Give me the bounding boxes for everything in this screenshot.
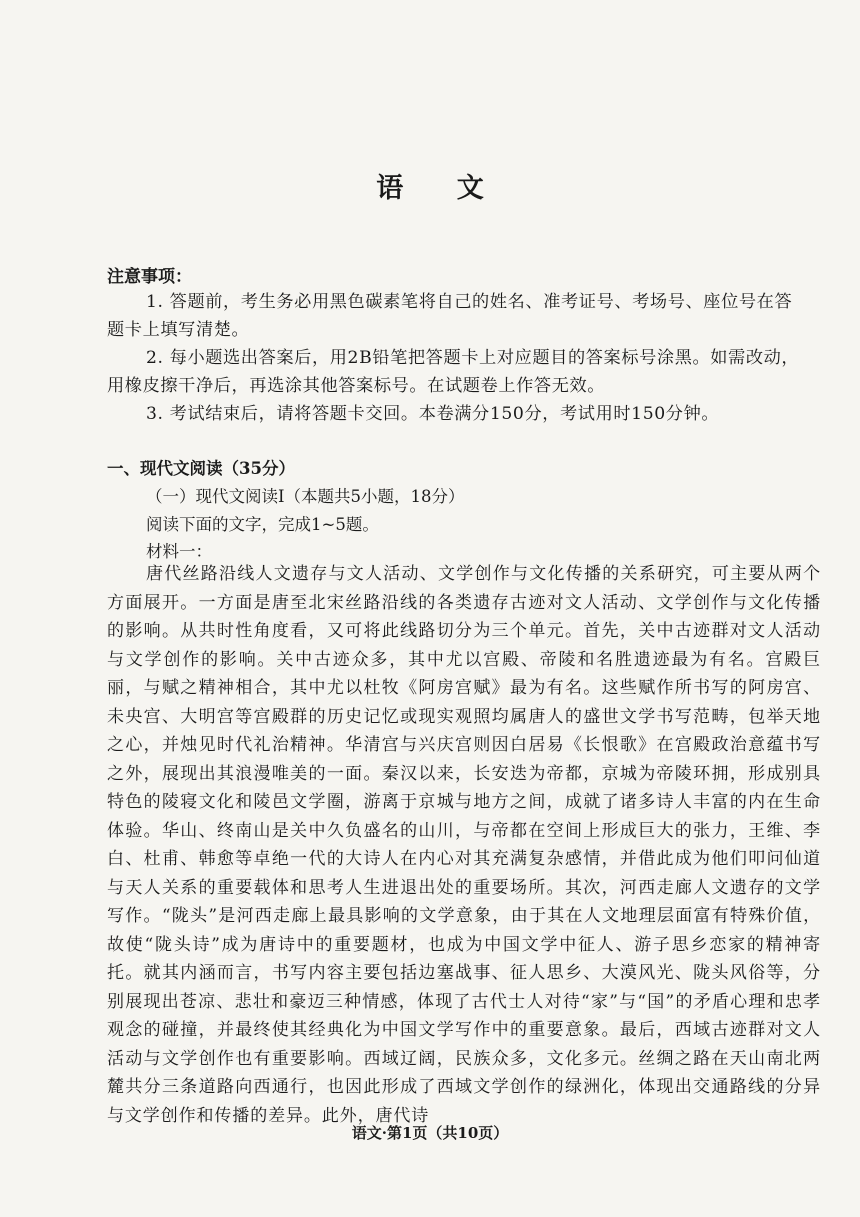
page-footer: 语文·第1页（共10页） <box>351 1124 509 1142</box>
material-label: 材料一： <box>146 542 212 561</box>
reading-passage: 唐代丝路沿线人文遗存与文人活动、文学创作与文化传播的关系研究，可主要从两个方面展开。一方面是唐至北宋丝路沿线的各类遗存古迹对文人活动、文学创作与文化传播的影响。从共时性角度看，又可将此线路切分为三个单元。首先，关中古迹群对文人活动与文学创作的影响。关中古迹众多，其中尤以宫殿、帝陵和名胜遗迹最为有名。宫殿巨丽，与赋之精神相合，其中尤以杜牧《阿房宫赋》最为有名。这些赋作所书写的阿房宫、未央宫、大明宫等宫殿群的历史记忆或现实观照均属唐人的盛世文学书写范畴，包举天地之心，并烛见时代礼治精神。华清宫与兴庆宫则因白居易《长恨歌》在宫殿政治意蕴书写之外，展现出其浪漫唯美的一面。秦汉以来，长安迭为帝都，京城为帝陵环拥，形成别具特色的陵寝文化和陵邑文学圈，游离于京城与地方之间，成就了诸多诗人丰富的内在生命体验。华山、终南山是关中久负盛名的山川，与帝都在空间上形成巨大的张力，王维、李白、杜甫、韩愈等卓绝一代的大诗人在内心对其充满复杂感情，并借此成为他们叩问仙道与天人关系的重要载体和思考人生进退出处的重要场所。其次，河西走廊人文遗存的文学写作。“陇头”是河西走廊上最具影响的文学意象，由于其在人文地理层面富有特殊价值，故使“陇头诗”成为唐诗中的重要题材，也成为中国文学中征人、游子思乡恋家的精神寄托。就其内涵而言，书写内容主要包括边塞战事、征人思乡、大漠风光、陇头风俗等，分别展现出苍凉、悲壮和豪迈三种情感，体现了古代士人对待“家”与“国”的矛盾心理和忠孝观念的碰撞，并最终使其经典化为中国文学写作中的重要意象。最后，西域古迹群对文人活动与文学创作也有重要影响。西域辽阔，民族众多，文化多元。丝绸之路在天山南北两麓共分三条道路向西通行，也因此形成了西域文学创作的绿洲化，体现出交通路线的分异与文学创作和传播的差异。此外，唐代诗 <box>107 564 821 1126</box>
notice-item-1-line-1: 1. 答题前，考生务必用黑色碳素笔将自己的姓名、准考证号、考场号、座位号在答 <box>146 292 793 312</box>
notice-item-1-line-2: 题卡上填写清楚。 <box>107 320 250 340</box>
notice-item-3-line-1: 3. 考试结束后，请将答题卡交回。本卷满分150分，考试用时150分钟。 <box>146 404 720 424</box>
notice-item-2-line-2: 用橡皮擦干净后，再选涂其他答案标号。在试题卷上作答无效。 <box>107 376 606 396</box>
page-title: 语 文 <box>376 173 506 204</box>
notice-heading: 注意事项： <box>107 267 192 287</box>
reading-instruction: 阅读下面的文字，完成1~5题。 <box>146 515 379 534</box>
notice-item-2-line-1: 2. 每小题选出答案后，用2B铅笔把答题卡上对应题目的答案标号涂黑。如需改动， <box>146 348 800 368</box>
section-heading: 一、现代文阅读（35分） <box>107 459 295 478</box>
subsection-heading: （一）现代文阅读Ⅰ（本题共5小题，18分） <box>146 487 465 506</box>
